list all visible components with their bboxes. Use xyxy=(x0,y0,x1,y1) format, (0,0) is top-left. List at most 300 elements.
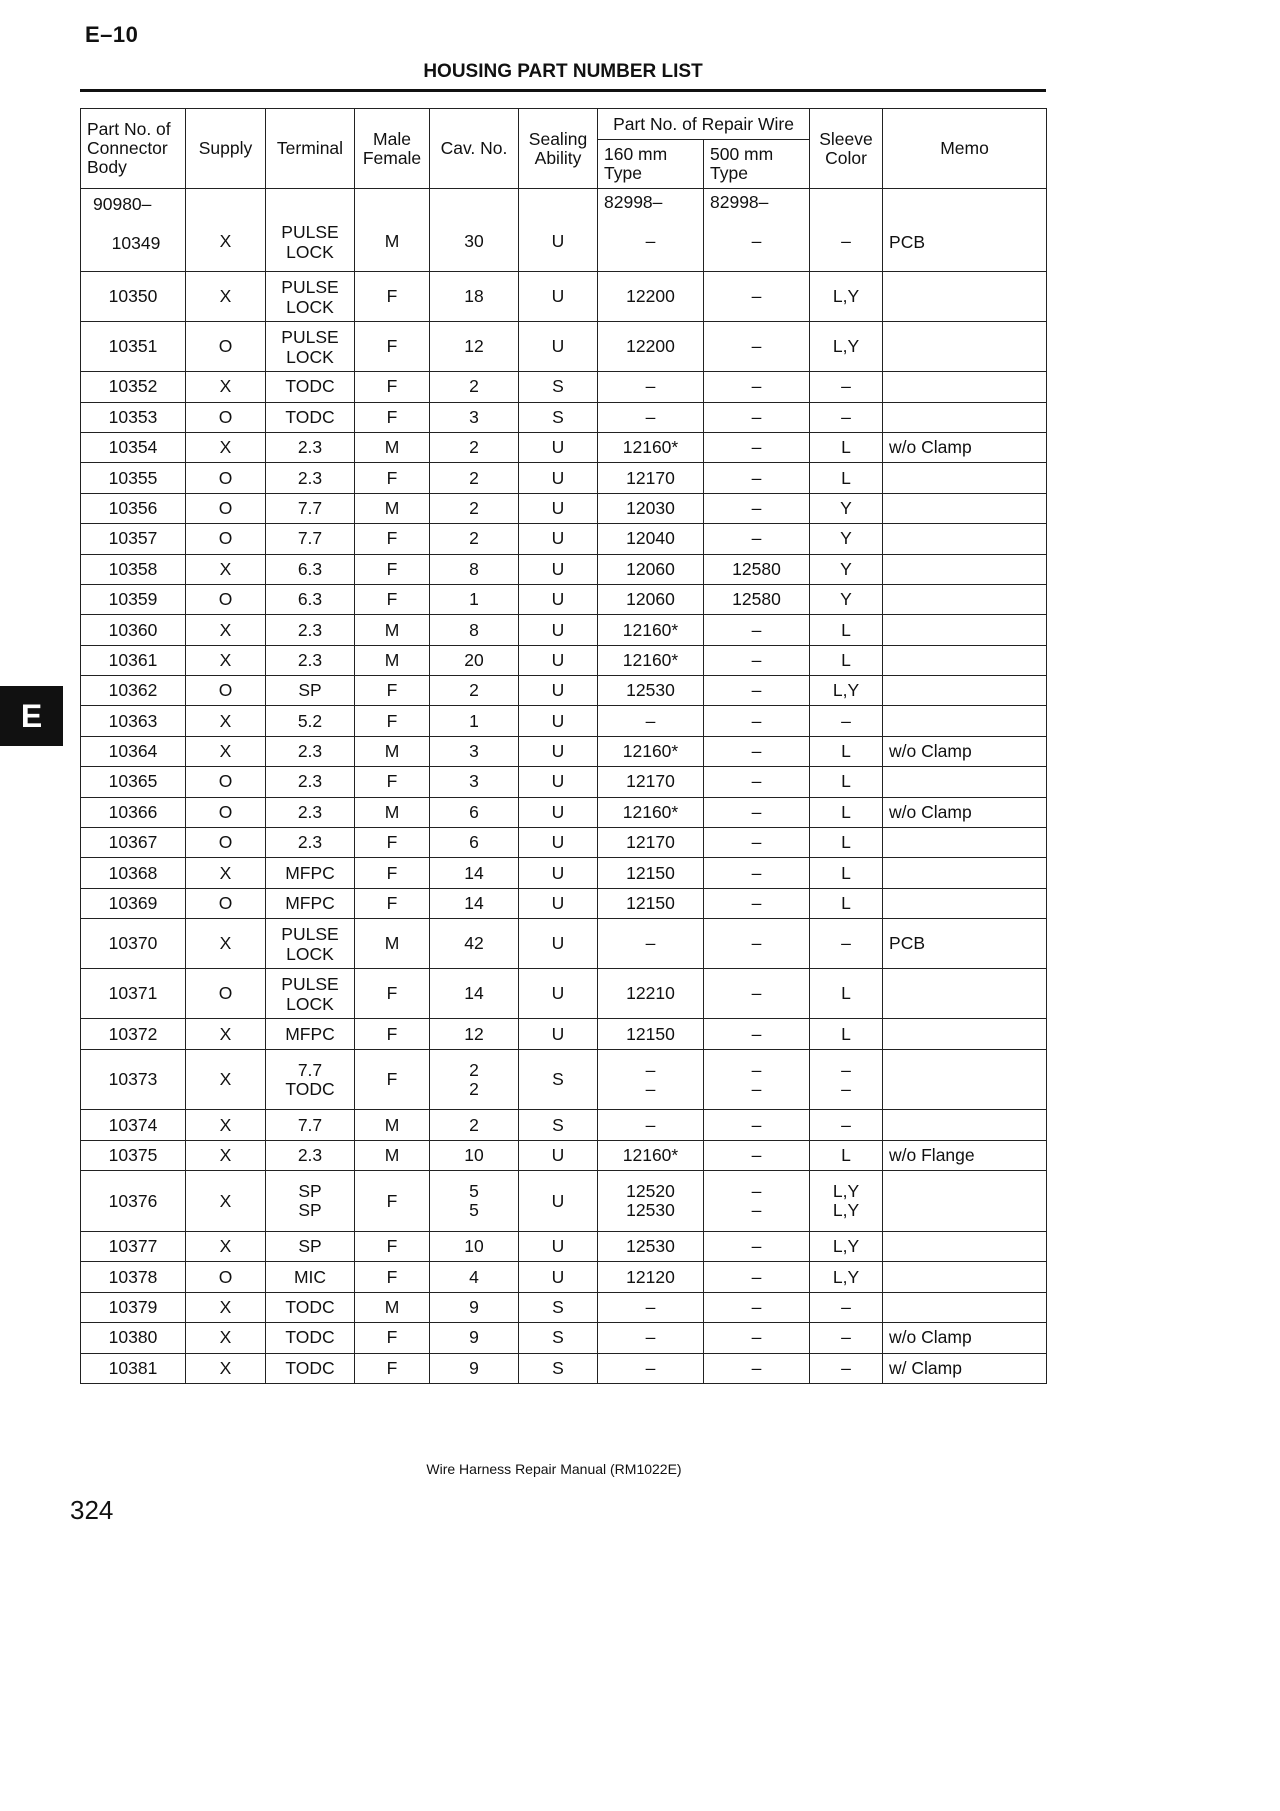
cell-wire-160-text: 12120 xyxy=(626,1266,675,1287)
cell-cav-no xyxy=(430,1231,519,1261)
cell-male-female xyxy=(355,554,430,584)
cell-part-no xyxy=(81,828,186,858)
cell-part-no-text: 10371 xyxy=(108,983,158,1004)
cell-cav-no-text: 10 xyxy=(464,1236,484,1257)
cell-memo-text: w/o Clamp xyxy=(889,741,972,762)
cell-sleeve xyxy=(810,1171,883,1232)
cell-part-no-text: 10373 xyxy=(108,1069,158,1090)
cell-terminal xyxy=(266,402,355,432)
part-prefix: 90980– xyxy=(93,194,152,214)
cell-part-no-text: 10354 xyxy=(108,437,158,458)
cell-part-no-text: 10355 xyxy=(108,467,158,488)
cell-sleeve xyxy=(810,463,883,493)
cell-wire-500-text: – xyxy=(751,1114,762,1135)
cell-supply-text: O xyxy=(218,771,233,792)
cell-terminal-line: 7.7 xyxy=(297,1059,323,1080)
cell-supply-text: X xyxy=(219,1114,232,1135)
header-row-top xyxy=(81,109,1047,140)
cell-wire-500 xyxy=(704,615,810,645)
col-header-500mm-type: 500 mm Type xyxy=(704,140,810,189)
cell-supply xyxy=(186,322,266,372)
cell-wire-160 xyxy=(598,919,704,969)
cell-cav-no xyxy=(430,888,519,918)
cell-wire-500 xyxy=(704,272,810,322)
cell-supply xyxy=(186,554,266,584)
cell-wire-160 xyxy=(598,402,704,432)
cell-wire-160 xyxy=(598,524,704,554)
cell-memo xyxy=(883,322,1047,372)
cell-male-female-text: F xyxy=(386,771,398,792)
cell-male-female xyxy=(355,919,430,969)
cell-terminal-text: TODC xyxy=(285,1327,335,1348)
cell-sealing-text: U xyxy=(551,983,565,1004)
cell-wire-160 xyxy=(598,767,704,797)
cell-male-female xyxy=(355,1049,430,1110)
cell-wire-160-text: 12150 xyxy=(626,1023,675,1044)
cell-terminal-text: MFPC xyxy=(285,862,335,883)
cell-male-female xyxy=(355,463,430,493)
table-row xyxy=(81,1110,1047,1140)
cell-cav-no-text: 14 xyxy=(464,893,484,914)
cell-sealing xyxy=(519,322,598,372)
cell-wire-160 xyxy=(598,1140,704,1170)
cell-wire-500 xyxy=(704,1292,810,1322)
cell-sleeve-text: Y xyxy=(840,558,852,579)
cell-sealing xyxy=(519,402,598,432)
cell-wire-500 xyxy=(704,372,810,402)
cell-wire-160-text: – xyxy=(645,1357,656,1378)
cell-sleeve xyxy=(810,189,883,272)
cell-wire-160 xyxy=(598,828,704,858)
cell-male-female-text: M xyxy=(384,1145,400,1166)
cell-supply xyxy=(186,969,266,1019)
cell-wire-500-text: – xyxy=(751,467,762,488)
cell-wire-160-text: 12530 xyxy=(626,680,675,701)
cell-terminal-text: 2.3 xyxy=(297,467,323,488)
cell-supply xyxy=(186,1262,266,1292)
cell-male-female-text: M xyxy=(384,619,400,640)
cell-wire-500 xyxy=(704,189,810,272)
cell-sleeve-text: – xyxy=(841,933,851,954)
cell-wire-160-line: 12520 xyxy=(626,1181,675,1202)
cell-sleeve xyxy=(810,1262,883,1292)
cell-memo xyxy=(883,432,1047,462)
section-side-tab: E xyxy=(0,686,63,746)
cell-cav-no-text: 14 xyxy=(464,983,484,1004)
cell-sleeve-text: L,Y xyxy=(832,1266,860,1287)
cell-sealing-text: U xyxy=(551,1236,565,1257)
cell-supply-text: O xyxy=(218,893,233,914)
cell-part-no xyxy=(81,676,186,706)
cell-sealing-text: U xyxy=(551,832,565,853)
cell-male-female xyxy=(355,736,430,766)
cell-male-female-text: F xyxy=(386,1236,398,1257)
cell-part-no-text: 10379 xyxy=(108,1296,158,1317)
cell-sealing-text: S xyxy=(552,1069,564,1090)
table-row xyxy=(81,1323,1047,1353)
cell-wire-160 xyxy=(598,706,704,736)
cell-supply-text: X xyxy=(219,741,232,762)
cell-sealing xyxy=(519,767,598,797)
cell-supply xyxy=(186,189,266,272)
cell-male-female-text: F xyxy=(386,1327,398,1348)
cell-sleeve-text: L xyxy=(841,1145,851,1166)
table-row xyxy=(81,615,1047,645)
cell-wire-500 xyxy=(704,402,810,432)
cell-supply xyxy=(186,1231,266,1261)
table-row xyxy=(81,969,1047,1019)
cell-sealing xyxy=(519,888,598,918)
cell-wire-500-text: – xyxy=(751,286,762,307)
cell-wire-160-text: – xyxy=(645,406,656,427)
cell-cav-no-text: 1 xyxy=(469,710,479,731)
cell-part-no xyxy=(81,463,186,493)
col-header-part-no: Part No. of Connector Body xyxy=(81,109,186,189)
cell-cav-no xyxy=(430,463,519,493)
table-row xyxy=(81,524,1047,554)
cell-sealing xyxy=(519,1140,598,1170)
cell-wire-160 xyxy=(598,584,704,614)
cell-sleeve-line: – xyxy=(841,1059,851,1080)
cell-sealing xyxy=(519,1292,598,1322)
cell-supply xyxy=(186,797,266,827)
cell-part-no xyxy=(81,1049,186,1110)
cell-part-no xyxy=(81,524,186,554)
cell-wire-160 xyxy=(598,1110,704,1140)
cell-part-no xyxy=(81,1171,186,1232)
cell-memo xyxy=(883,524,1047,554)
cell-sealing-text: S xyxy=(552,1296,564,1317)
cell-cav-no xyxy=(430,828,519,858)
cell-sealing-text: U xyxy=(551,497,565,518)
cell-sealing-text: U xyxy=(551,619,565,640)
cell-memo xyxy=(883,1262,1047,1292)
cell-memo xyxy=(883,888,1047,918)
table-row xyxy=(81,322,1047,372)
cell-cav-no-text: 10 xyxy=(464,1145,484,1166)
cell-part-no xyxy=(81,493,186,523)
cell-wire-160 xyxy=(598,858,704,888)
cell-sleeve xyxy=(810,1323,883,1353)
cell-terminal xyxy=(266,1019,355,1049)
cell-part-no-text: 10358 xyxy=(108,558,158,579)
cell-supply xyxy=(186,584,266,614)
cell-cav-no-text: 18 xyxy=(464,286,484,307)
col-header-sealing-ability: Sealing Ability xyxy=(519,109,598,189)
cell-cav-no-text: 3 xyxy=(469,406,479,427)
cell-supply-text: O xyxy=(218,983,233,1004)
cell-wire-500-text: – xyxy=(751,1145,762,1166)
cell-sealing xyxy=(519,736,598,766)
cell-sealing xyxy=(519,858,598,888)
cell-sleeve xyxy=(810,736,883,766)
cell-memo xyxy=(883,676,1047,706)
cell-cav-no xyxy=(430,1292,519,1322)
cell-cav-no xyxy=(430,615,519,645)
cell-terminal xyxy=(266,1049,355,1110)
cell-part-no xyxy=(81,645,186,675)
cell-sleeve xyxy=(810,706,883,736)
cell-cav-no-text: 2 xyxy=(469,437,479,458)
cell-memo-text: w/o Clamp xyxy=(889,801,972,822)
cell-wire-160-text: 12200 xyxy=(626,336,675,357)
cell-wire-160-text: 12030 xyxy=(626,497,675,518)
cell-supply-text: X xyxy=(219,437,232,458)
cell-sleeve xyxy=(810,919,883,969)
cell-sleeve xyxy=(810,524,883,554)
cell-sleeve-text: L xyxy=(841,771,851,792)
cell-part-no-text: 10375 xyxy=(108,1145,158,1166)
cell-supply-text: X xyxy=(219,649,232,670)
cell-male-female xyxy=(355,828,430,858)
table-row xyxy=(81,493,1047,523)
table-row xyxy=(81,272,1047,322)
cell-terminal xyxy=(266,1171,355,1232)
cell-memo xyxy=(883,645,1047,675)
cell-cav-no-line: 5 xyxy=(469,1200,479,1221)
cell-sleeve xyxy=(810,1049,883,1110)
cell-terminal xyxy=(266,1231,355,1261)
cell-cav-no xyxy=(430,524,519,554)
cell-supply xyxy=(186,493,266,523)
cell-wire-500 xyxy=(704,797,810,827)
cell-terminal xyxy=(266,1323,355,1353)
cell-cav-no-text: 2 xyxy=(469,528,479,549)
cell-male-female-text: M xyxy=(384,497,400,518)
cell-cav-no xyxy=(430,645,519,675)
cell-wire-500 xyxy=(704,919,810,969)
cell-sealing-text: S xyxy=(552,1327,564,1348)
cell-memo xyxy=(883,463,1047,493)
cell-wire-500-text: – xyxy=(751,862,762,883)
cell-wire-500-line: – xyxy=(751,1181,762,1202)
cell-memo xyxy=(883,402,1047,432)
cell-cav-no-text: 2 xyxy=(469,467,479,488)
cell-male-female xyxy=(355,1019,430,1049)
cell-part-no xyxy=(81,432,186,462)
cell-terminal-text: 2.3 xyxy=(297,437,323,458)
cell-cav-no-line: 5 xyxy=(469,1181,479,1202)
cell-terminal xyxy=(266,767,355,797)
cell-terminal xyxy=(266,524,355,554)
cell-part-no xyxy=(81,189,186,272)
cell-sealing xyxy=(519,584,598,614)
cell-wire-160 xyxy=(598,1323,704,1353)
cell-supply-text: X xyxy=(219,376,232,397)
cell-part-no-text: 10365 xyxy=(108,771,158,792)
cell-sleeve-text: L xyxy=(841,437,851,458)
cell-wire-500-text: – xyxy=(751,336,762,357)
table-row xyxy=(81,554,1047,584)
cell-supply-text: X xyxy=(219,230,232,251)
cell-wire-500-text: – xyxy=(751,983,762,1004)
cell-male-female-text: F xyxy=(386,1357,398,1378)
cell-male-female xyxy=(355,645,430,675)
cell-wire-500-text: – xyxy=(751,619,762,640)
cell-supply xyxy=(186,1049,266,1110)
cell-sleeve xyxy=(810,828,883,858)
cell-supply xyxy=(186,1019,266,1049)
cell-male-female xyxy=(355,322,430,372)
cell-memo xyxy=(883,858,1047,888)
cell-sleeve-text: L xyxy=(841,832,851,853)
cell-sealing xyxy=(519,797,598,827)
cell-memo xyxy=(883,493,1047,523)
cell-wire-500-line: – xyxy=(751,1078,762,1099)
cell-sealing-text: U xyxy=(551,336,565,357)
cell-male-female xyxy=(355,1292,430,1322)
cell-supply xyxy=(186,828,266,858)
cell-wire-160 xyxy=(598,432,704,462)
cell-wire-500-text: – xyxy=(751,528,762,549)
cell-wire-160 xyxy=(598,493,704,523)
cell-cav-no xyxy=(430,402,519,432)
cell-terminal xyxy=(266,645,355,675)
cell-wire-160 xyxy=(598,554,704,584)
cell-sealing-text: U xyxy=(551,558,565,579)
cell-terminal-line: SP xyxy=(298,1181,322,1202)
cell-cav-no xyxy=(430,736,519,766)
cell-cav-no-text: 9 xyxy=(469,1296,479,1317)
cell-cav-no-text: 20 xyxy=(464,649,484,670)
cell-cav-no-text: 30 xyxy=(464,230,484,251)
cell-male-female xyxy=(355,969,430,1019)
cell-sleeve-line: – xyxy=(841,1078,851,1099)
cell-supply-text: X xyxy=(219,933,232,954)
cell-wire-500-text: – xyxy=(751,1266,762,1287)
cell-supply-text: X xyxy=(219,1069,232,1090)
cell-wire-160-text: – xyxy=(645,376,656,397)
cell-male-female xyxy=(355,1231,430,1261)
cell-wire-160 xyxy=(598,463,704,493)
cell-cav-no xyxy=(430,272,519,322)
cell-wire-160-text: 12040 xyxy=(626,528,675,549)
cell-supply-text: O xyxy=(218,467,233,488)
cell-sealing xyxy=(519,828,598,858)
cell-sleeve-text: – xyxy=(841,230,851,251)
cell-wire-160-text: 12170 xyxy=(626,832,675,853)
cell-wire-500 xyxy=(704,706,810,736)
cell-terminal-text: TODC xyxy=(285,1357,335,1378)
cell-terminal-text: 2.3 xyxy=(297,649,323,670)
cell-sleeve-text: – xyxy=(841,376,851,397)
cell-cav-no xyxy=(430,432,519,462)
cell-cav-no xyxy=(430,1049,519,1110)
cell-sealing xyxy=(519,676,598,706)
footer-manual-title: Wire Harness Repair Manual (RM1022E) xyxy=(426,1461,682,1477)
cell-part-no-text: 10352 xyxy=(108,376,158,397)
table-row xyxy=(81,919,1047,969)
cell-sleeve xyxy=(810,1019,883,1049)
cell-supply-text: X xyxy=(219,619,232,640)
cell-part-no xyxy=(81,1110,186,1140)
cell-sleeve xyxy=(810,615,883,645)
cell-memo-text: w/o Clamp xyxy=(889,437,972,458)
cell-cav-no-text: 42 xyxy=(464,933,484,954)
cell-terminal-text: TODC xyxy=(285,406,335,427)
cell-part-no-text: 10357 xyxy=(108,528,158,549)
cell-cav-no xyxy=(430,1140,519,1170)
cell-sealing-text: S xyxy=(552,376,564,397)
cell-terminal-text: PULSE LOCK xyxy=(281,276,339,317)
cell-terminal xyxy=(266,432,355,462)
cell-memo xyxy=(883,969,1047,1019)
cell-memo xyxy=(883,1171,1047,1232)
cell-part-no-text: 10363 xyxy=(108,710,158,731)
cell-part-no xyxy=(81,1292,186,1322)
cell-wire-160 xyxy=(598,322,704,372)
cell-cav-no xyxy=(430,706,519,736)
cell-sealing xyxy=(519,1262,598,1292)
cell-male-female xyxy=(355,584,430,614)
cell-supply-text: O xyxy=(218,336,233,357)
cell-part-no xyxy=(81,615,186,645)
cell-part-no xyxy=(81,1353,186,1383)
cell-sleeve xyxy=(810,888,883,918)
cell-sleeve xyxy=(810,493,883,523)
table-row xyxy=(81,432,1047,462)
cell-sleeve-text: – xyxy=(841,1357,851,1378)
cell-wire-160-text: 12060 xyxy=(626,589,675,610)
cell-sealing xyxy=(519,1171,598,1232)
cell-wire-500 xyxy=(704,1019,810,1049)
cell-part-no-text: 10368 xyxy=(108,862,158,883)
cell-cav-no xyxy=(430,1353,519,1383)
cell-part-no xyxy=(81,1231,186,1261)
cell-terminal-text: 7.7 xyxy=(297,528,323,549)
cell-supply xyxy=(186,1323,266,1353)
cell-terminal-text: MIC xyxy=(293,1266,327,1287)
cell-terminal xyxy=(266,919,355,969)
cell-wire-160-text: 12200 xyxy=(626,286,675,307)
cell-male-female xyxy=(355,1110,430,1140)
cell-terminal xyxy=(266,372,355,402)
cell-supply-text: O xyxy=(218,1266,233,1287)
cell-supply-text: O xyxy=(218,589,233,610)
cell-wire-500 xyxy=(704,858,810,888)
cell-sleeve-text: – xyxy=(841,406,851,427)
cell-male-female xyxy=(355,1353,430,1383)
cell-part-no xyxy=(81,322,186,372)
cell-sealing xyxy=(519,1049,598,1110)
cell-male-female-text: M xyxy=(384,230,400,251)
cell-memo-text: w/ Clamp xyxy=(889,1357,962,1378)
cell-sealing-text: U xyxy=(551,1190,565,1211)
cell-terminal xyxy=(266,858,355,888)
cell-supply xyxy=(186,767,266,797)
cell-sealing-text: U xyxy=(551,893,565,914)
cell-sealing-text: U xyxy=(551,680,565,701)
cell-cav-no-line: 2 xyxy=(469,1059,479,1080)
cell-sleeve-text: L xyxy=(841,801,851,822)
cell-terminal xyxy=(266,554,355,584)
cell-wire-160-text: 12170 xyxy=(626,771,675,792)
housing-part-number-table xyxy=(80,108,1047,1384)
cell-part-no xyxy=(81,888,186,918)
cell-terminal-text: 6.3 xyxy=(297,558,323,579)
cell-male-female-text: F xyxy=(386,467,398,488)
cell-male-female xyxy=(355,493,430,523)
cell-wire-500 xyxy=(704,1262,810,1292)
table-row xyxy=(81,1262,1047,1292)
cell-memo xyxy=(883,372,1047,402)
cell-part-no xyxy=(81,402,186,432)
table-row xyxy=(81,736,1047,766)
cell-wire-160-text: – xyxy=(645,710,656,731)
cell-part-no xyxy=(81,919,186,969)
cell-supply xyxy=(186,858,266,888)
cell-cav-no xyxy=(430,919,519,969)
